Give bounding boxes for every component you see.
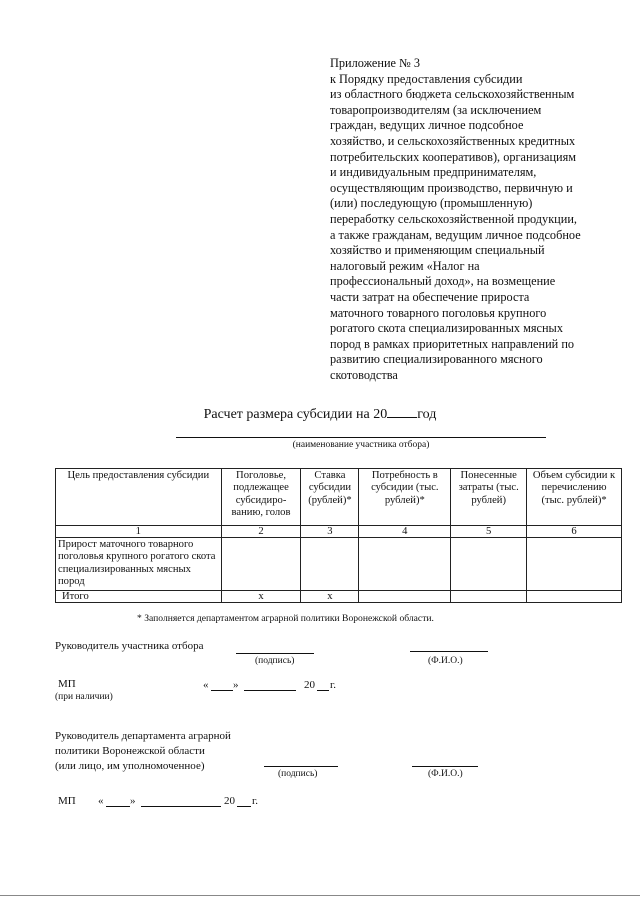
column-number: 3 [301,526,359,538]
fio-line[interactable] [412,766,478,767]
head-department-line-2: политики Воронежской области [55,745,205,757]
signature-caption: (подпись) [255,656,295,666]
appendix-line: хозяйство, и сельскохозяйственных кредитных [330,133,576,148]
total-amount-cell[interactable] [527,591,622,603]
year-suffix: г. [330,679,337,691]
footnote: * Заполняется департаментом аграрной политики Воронежской области. [137,613,434,624]
appendix-line: скотоводства [330,367,398,382]
row-need-cell[interactable] [359,538,451,591]
appendix-line: из областного бюджета сельскохозяйственным [330,87,575,102]
appendix-line: пород в рамках приоритетных направлений по [330,336,575,351]
appendix-line: переработку сельскохозяйственной продукции, [330,211,577,226]
month-line[interactable] [141,806,221,807]
appendix-line: и индивидуальным предпринимателям, [330,165,537,180]
row-livestock-cell[interactable] [221,538,301,591]
appendix-line: части затрат на обеспечение прироста [330,289,530,304]
year-line[interactable] [237,806,251,807]
table-row [56,538,622,591]
total-livestock-cell: x [221,591,301,603]
column-number: 2 [221,526,301,538]
day-line[interactable] [211,690,233,691]
appendix-line: профессиональный доход», на возмещение [330,274,556,289]
column-number: 5 [451,526,527,538]
mp-label: МП [58,678,76,690]
title-suffix: год [417,407,437,422]
page-title [0,406,640,423]
header-goal: Цель предоставления субсидии [56,469,222,526]
row-rate-cell[interactable] [301,538,359,591]
page-bottom-rule [0,895,640,896]
appendix-line: хозяйство и применяющим специальный [330,243,545,258]
total-label: Итого [56,591,222,603]
header-livestock: Поголовье, подлежащее субсидиро-ванию, голов [221,469,301,526]
head-department-line-1: Руководитель департамента аграрной [55,730,231,742]
year-blank [387,406,417,418]
appendix-line: граждан, ведущих личное подсобное [330,118,524,133]
signature-line[interactable] [264,766,338,767]
header-need: Потребность в субсидии (тыс. рублей)* [359,469,451,526]
header-amount: Объем субсидии к перечислению (тыс. рублей)* [527,469,622,526]
appendix-line: (или) последующую (промышленную) [330,196,533,211]
head-department-line-3: (или лицо, им уполномоченное) [55,760,205,772]
participant-name-line [176,437,546,438]
date-open-quote: « [203,679,209,691]
appendix-line: Приложение № 3 [330,56,421,70]
appendix-line: потребительских кооперативов), организациям [330,149,577,164]
appendix-line: товаропроизводителям (за исключением [330,102,542,117]
row-costs-cell[interactable] [451,538,527,591]
table-header-row [56,469,622,526]
fio-caption: (Ф.И.О.) [428,656,463,666]
table-total-row [56,591,622,603]
year-prefix: 20 [304,679,315,691]
day-line[interactable] [106,806,130,807]
appendix-line: развитию специализированного мясного [330,352,543,367]
mp-label: МП [58,795,76,807]
row-amount-cell[interactable] [527,538,622,591]
appendix-header [330,56,626,383]
date-close-quote: » [233,679,239,691]
total-rate-cell: x [301,591,359,603]
fio-line[interactable] [410,651,488,652]
if-present-label: (при наличии) [55,692,113,702]
column-number: 1 [56,526,222,538]
total-costs-cell[interactable] [451,591,527,603]
year-prefix: 20 [224,795,235,807]
month-line[interactable] [244,690,296,691]
date-open-quote: « [98,795,104,807]
title-prefix: Расчет размера субсидии на 20 [203,407,388,422]
total-need-cell[interactable] [359,591,451,603]
appendix-line: налоговый режим «Налог на [330,258,480,273]
year-line[interactable] [317,690,329,691]
column-number: 4 [359,526,451,538]
fio-caption: (Ф.И.О.) [428,769,463,779]
subsidy-table [55,468,622,603]
row-goal-cell: Прирост маточного товарного поголовья крупного рогатого скота специализированных мясных пород [56,538,222,591]
signature-line[interactable] [236,653,314,654]
signature-caption: (подпись) [278,769,318,779]
head-participant-label: Руководитель участника отбора [55,640,204,652]
participant-caption: (наименование участника отбора) [292,440,430,450]
year-suffix: г. [252,795,259,807]
appendix-line: рогатого скота специализированных мясных [330,321,563,336]
appendix-line: к Порядку предоставления субсидии [330,71,523,86]
column-number: 6 [527,526,622,538]
appendix-line: осуществляющим производство, первичную и [330,180,573,195]
date-close-quote: » [130,795,136,807]
appendix-line: а также гражданам, ведущим личное подсобное [330,227,581,242]
header-costs: Понесенные затраты (тыс. рублей) [451,469,527,526]
table-number-row [56,526,622,538]
appendix-line: маточного товарного поголовья крупного [330,305,547,320]
header-rate: Ставка субсидии (рублей)* [301,469,359,526]
